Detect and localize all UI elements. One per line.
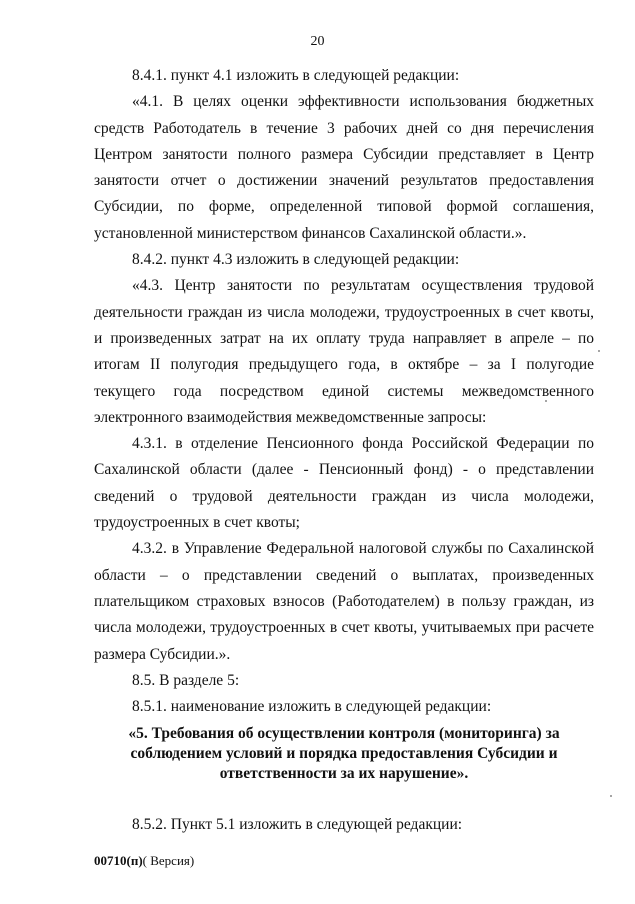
- paragraph-4-3: «4.3. Центр занятости по результатам осуществления трудовой деятельности граждан из числа молодежи, трудоустроенных в счет квоты, и произведенных затрат на их оплату труда направляет в апреле – по итогам II полугодия предыдущего года, в октябре – за I полугодие текущего года посредством единой системы межведомственного электронного взаимодействия межведомственные запросы:: [94, 277, 594, 426]
- paragraph-8-5-1: 8.5.1. наименование изложить в следующей редакции:: [132, 698, 492, 716]
- scan-speck: [545, 400, 547, 402]
- scan-speck: [598, 350, 600, 352]
- paragraph-8-4-1: 8.4.1. пункт 4.1 изложить в следующей редакции:: [132, 67, 460, 84]
- document-body: [94, 63, 594, 839]
- document-version: ( Версия): [142, 853, 195, 868]
- paragraph-4-3-2: 4.3.2. в Управление Федеральной налоговой службы по Сахалинской области – о представлении сведений о выплатах, произведенных плательщиком страховых взносов (Работодателем) в пользу граждан, из числа молодежи, трудоустроенных в счет квоты, учитываемых при расчете размера Субсидии.».: [94, 540, 594, 663]
- document-code: 00710(п): [94, 853, 143, 868]
- paragraph-4-3-1: 4.3.1. в отделение Пенсионного фонда Российской Федерации по Сахалинской области (далее - Пенсионный фонд) - о представлении сведений о трудовой деятельности граждан из числа молодежи, трудоустроенных в счет квоты;: [94, 435, 594, 532]
- paragraph-4-1: «4.1. В целях оценки эффективности использования бюджетных средств Работодатель в течение 3 рабочих дней со дня перечисления Центром занятости полного размера Субсидии представляет в Центр занятости отчет о достижении значений результатов предоставления Субсидии, по форме, определенной типовой формой соглашения, установленной министерством финансов Сахалинской области.».: [94, 93, 594, 242]
- document-footer: [94, 853, 194, 869]
- paragraph-8-5: 8.5. В разделе 5:: [132, 671, 240, 689]
- scan-speck: [610, 795, 612, 797]
- paragraph-8-5-2: 8.5.2. Пункт 5.1 изложить в следующей редакции:: [132, 816, 463, 834]
- section-5-heading: «5. Требования об осуществлении контроля (мониторинга) за соблюдением условий и порядка предоставления Субсидии и ответственности за их нарушение».: [128, 725, 560, 783]
- paragraph-8-4-2: 8.4.2. пункт 4.3 изложить в следующей редакции:: [132, 251, 460, 269]
- page-number: 20: [310, 34, 325, 49]
